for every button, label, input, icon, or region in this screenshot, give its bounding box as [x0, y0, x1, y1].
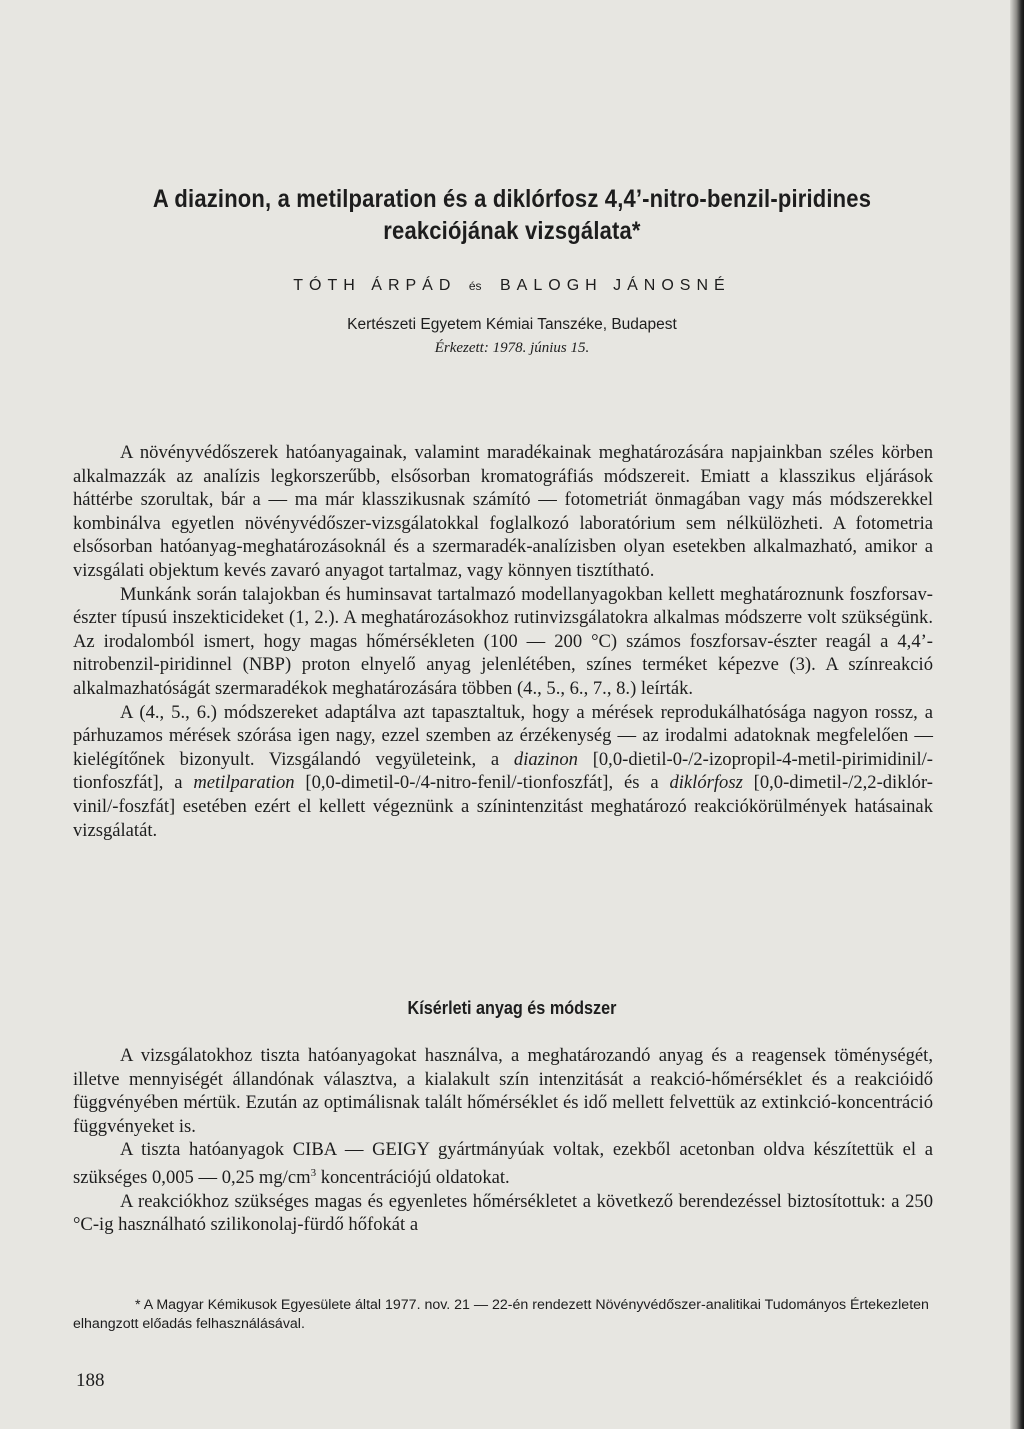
methods-section [73, 1044, 933, 1237]
intro-paragraph-1: A növényvédőszerek hatóanyagainak, valamint maradékainak meghatározására napjainkban széles körben alkalmazzák az analízis legkorszerűbb, elsősorban kromatográfiás módszereit. Emiatt a klasszikus eljárások háttérbe szorultak, bár a — ma már klasszikusnak számító — fotometriát önmagában vagy más módszerekkel kombinálva egyetlen növényvédőszer-vizsgálatokkal foglalkozó laboratórium sem nélkülözheti. A fotometria elsősorban hatóanyag-meghatározásoknál és a szermaradék-analízisben olyan esetekben alkalmazható, amikor a vizsgálati objektum kevés zavaró anyagot tartalmaz, vagy könnyen tisztítható. [73, 442, 933, 581]
authors [60, 277, 964, 295]
p3-text-d: [0,0-dimetil-/2,2-diklór-vinil/-foszfát] esetében ezért el kellett végeznünk a színintenzitást meghatározó reakciókörülmények hatásainak vizsgálatát. [73, 772, 933, 841]
methods-paragraph-3: A reakciókhoz szükséges magas és egyenletes hőmérsékletet a következő berendezéssel biztosítottuk: a 250 °C-ig használható szilikonolaj-fürdő hőfokát a [73, 1190, 933, 1236]
p3-text-b: [0,0-dietil-0-/2-izopropil-4-metil-pirimidinil/-tionfoszfát], a [73, 748, 933, 794]
footnote [73, 1296, 943, 1334]
p3-text-a: A (4., 5., 6.) módszereket adaptálva azt tapasztaltuk, hogy a mérések reprodukálhatósága nagyon rossz, a párhuzamos mérések szórása igen nagy, ezzel szemben az érzékenység — az irodalmi adatoknak megfelelően — kielégítőnek bizonyult. Vizsgálandó vegyületeink, a [73, 701, 933, 770]
superscript-3: 3 [310, 1166, 317, 1179]
intro-section [73, 441, 933, 842]
methods-paragraph-2 [73, 1138, 933, 1189]
title-line-1: A diazinon, a metilparation és a diklórfosz 4,4’-nitro-benzil-piridines [152, 185, 872, 213]
page-number: 188 [76, 1370, 105, 1391]
term-diklorfosz: diklórfosz [669, 772, 743, 794]
article-title [114, 183, 910, 247]
term-diazinon: diazinon [513, 748, 578, 770]
received-date: Érkezett: 1978. június 15. [434, 340, 590, 356]
intro-paragraph-3 [73, 701, 933, 843]
p3-text-c: [0,0-dimetil-0-/4-nitro-fenil/-tionfoszfát], és a [294, 772, 670, 794]
author-conjunction: és [468, 279, 482, 293]
methods-paragraph-1: A vizsgálatokhoz tiszta hatóanyagokat használva, a meghatározandó anyag és a reagensek töménységét, illetve mennyiségét állandónak választva, a kialakult szín intenzitását a reakció-hőmérséklet és a reakcióidő függvényében mértük. Ezután az optimálisnak talált hőmérséklet és idő mellett felvettük az extinkció-koncentráció függvényeket is. [73, 1045, 933, 1137]
term-metilparation: metilparation [193, 772, 295, 794]
page-edge-shadow [1010, 0, 1024, 1429]
author-2: BALOGH JÁNOSNÉ [500, 277, 731, 294]
title-line-2: reakciójának vizsgálata* [383, 217, 641, 245]
intro-paragraph-2: Munkánk során talajokban és huminsavat tartalmazó modellanyagokban kellett meghatároznunk foszforsav-észter típusú inszekticideket (1, 2.). A meghatározásokhoz rutinvizsgálatokra alkalmas módszerre volt szükségünk. Az irodalomból ismert, hogy magas hőmérsékleten (100 — 200 °C) számos foszforsav-észter reagál a 4,4’-nitrobenzil-piridinnel (NBP) proton elnyelő anyag jelenlétében, színes terméket képezve (3). A színreakció alkalmazhatóságát szermaradékok meghatározására többen (4., 5., 6., 7., 8.) leírták. [73, 583, 933, 699]
footnote-text: A Magyar Kémikusok Egyesülete által 1977. nov. 21 — 22-én rendezett Növényvédőszer-analitikai Tudományos Értekezleten elhangzott előadás felhasználásával. [73, 1297, 929, 1332]
methods-p2-a: A tiszta hatóanyagok CIBA — GEIGY gyártmányúak voltak, ezekből acetonban oldva készítettük el a szükséges 0,005 — 0,25 mg/cm [73, 1139, 933, 1189]
footnote-mark: * [135, 1297, 141, 1313]
affiliation: Kertészeti Egyetem Kémiai Tanszéke, Budapest [347, 316, 677, 333]
section-heading: Kísérleti anyag és módszer [407, 998, 617, 1018]
methods-p2-b: koncentrációjú oldatokat. [316, 1167, 510, 1189]
author-1: TÓTH ÁRPÁD [293, 277, 457, 294]
